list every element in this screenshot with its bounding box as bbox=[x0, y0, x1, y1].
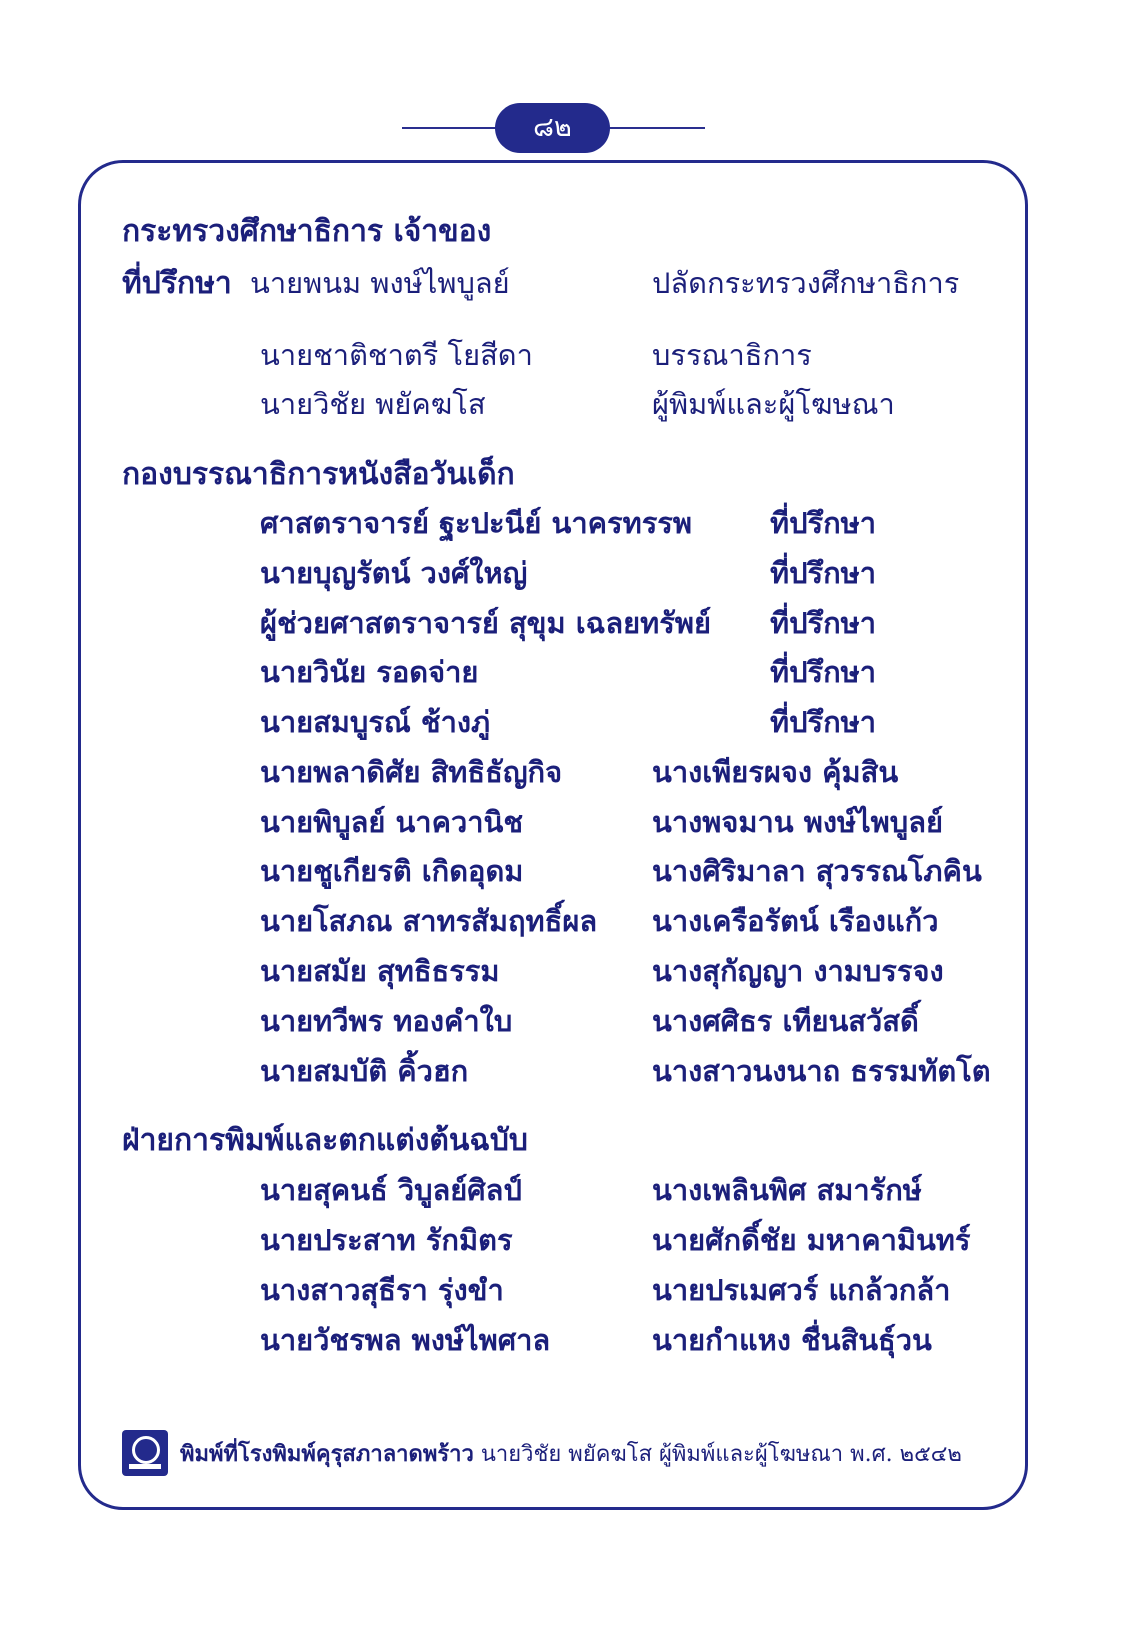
editorial-advisor-name: ศาสตราจารย์ ฐะปะนีย์ นาครทรรพ bbox=[260, 506, 692, 540]
editorial-member-right: นางสุกัญญา งามบรรจง bbox=[652, 954, 944, 988]
editorial-member-left: นายพลาดิศัย สิทธิธัญกิจ bbox=[260, 755, 563, 789]
editorial-advisor-name: นายวินัย รอดจ่าย bbox=[260, 655, 479, 689]
editorial-title: กองบรรณาธิการหนังสือวันเด็ก bbox=[122, 457, 515, 492]
editorial-member-left: นายพิบูลย์ นาควานิช bbox=[260, 805, 524, 839]
printing-member-left: นางสาวสุธีรา รุ่งขำ bbox=[260, 1273, 504, 1307]
editorial-advisor-role: ที่ปรึกษา bbox=[770, 606, 877, 640]
ministry-name-3: นายวิชัย พยัคฆโส bbox=[260, 387, 486, 421]
ministry-name-1: นายพนม พงษ์ไพบูลย์ bbox=[250, 266, 510, 300]
editorial-member-right: นางเพียรผจง คุ้มสิน bbox=[652, 755, 899, 789]
editorial-member-left: นายสมบัติ คิ้วฮก bbox=[260, 1054, 469, 1088]
ministry-role-3: ผู้พิมพ์และผู้โฆษณา bbox=[652, 387, 895, 421]
editorial-member-left: นายชูเกียรติ เกิดอุดม bbox=[260, 854, 524, 888]
ministry-role-2: บรรณาธิการ bbox=[652, 338, 812, 372]
editorial-advisor-role: ที่ปรึกษา bbox=[770, 556, 877, 590]
kurusapa-logo-icon bbox=[122, 1430, 168, 1476]
header-rule-right bbox=[605, 127, 705, 129]
printing-member-right: นางเพลินพิศ สมารักษ์ bbox=[652, 1173, 922, 1207]
ministry-title: กระทรวงศึกษาธิการ เจ้าของ bbox=[122, 214, 492, 249]
editorial-advisor-role: ที่ปรึกษา bbox=[770, 705, 877, 739]
ministry-name-2: นายชาติชาตรี โยสีดา bbox=[260, 338, 533, 372]
footer-publisher: นายวิชัย พยัคฆโส ผู้พิมพ์และผู้โฆษณา พ.ศ. ๒๕๔๒ bbox=[480, 1441, 962, 1467]
ministry-role-1: ปลัดกระทรวงศึกษาธิการ bbox=[652, 266, 960, 300]
editorial-member-left: นายทวีพร ทองคำใบ bbox=[260, 1004, 513, 1038]
editorial-member-left: นายโสภณ สาทรสัมฤทธิ์ผล bbox=[260, 904, 598, 938]
editorial-advisor-role: ที่ปรึกษา bbox=[770, 655, 877, 689]
printing-member-right: นายปรเมศวร์ แกล้วกล้า bbox=[652, 1273, 951, 1307]
header-rule-left bbox=[402, 127, 502, 129]
footer-printer: พิมพ์ที่โรงพิมพ์คุรุสภาลาดพร้าว bbox=[180, 1440, 474, 1467]
page-number: ๘๒ bbox=[495, 103, 610, 153]
editorial-advisor-name: ผู้ช่วยศาสตราจารย์ สุขุม เฉลยทรัพย์ bbox=[260, 606, 711, 640]
editorial-member-right: นางสาวนงนาถ ธรรมทัตโต bbox=[652, 1054, 991, 1088]
printing-member-right: นายกำแหง ชื่นสินธุ์วน bbox=[652, 1323, 932, 1357]
editorial-member-right: นางศศิธร เทียนสวัสดิ์ bbox=[652, 1004, 919, 1038]
printing-member-left: นายวัชรพล พงษ์ไพศาล bbox=[260, 1323, 551, 1357]
editorial-member-right: นางเครือรัตน์ เรืองแก้ว bbox=[652, 904, 939, 938]
footer-text bbox=[180, 1436, 962, 1471]
printing-member-left: นายประสาท รักมิตร bbox=[260, 1223, 513, 1257]
editorial-advisor-name: นายสมบูรณ์ ช้างภู่ bbox=[260, 705, 491, 739]
editorial-member-right: นางศิริมาลา สุวรรณโภคิน bbox=[652, 854, 982, 888]
advisor-label: ที่ปรึกษา bbox=[122, 266, 232, 301]
editorial-member-right: นางพจมาน พงษ์ไพบูลย์ bbox=[652, 805, 943, 839]
editorial-advisor-role: ที่ปรึกษา bbox=[770, 506, 877, 540]
printing-title: ฝ่ายการพิมพ์และตกแต่งต้นฉบับ bbox=[122, 1123, 528, 1158]
editorial-member-left: นายสมัย สุทธิธรรม bbox=[260, 954, 500, 988]
editorial-advisor-name: นายบุญรัตน์ วงศ์ใหญ่ bbox=[260, 556, 528, 590]
printing-member-right: นายศักดิ์ชัย มหาคามินทร์ bbox=[652, 1223, 971, 1257]
printing-member-left: นายสุคนธ์ วิบูลย์ศิลป์ bbox=[260, 1173, 522, 1207]
footer bbox=[122, 1428, 962, 1478]
